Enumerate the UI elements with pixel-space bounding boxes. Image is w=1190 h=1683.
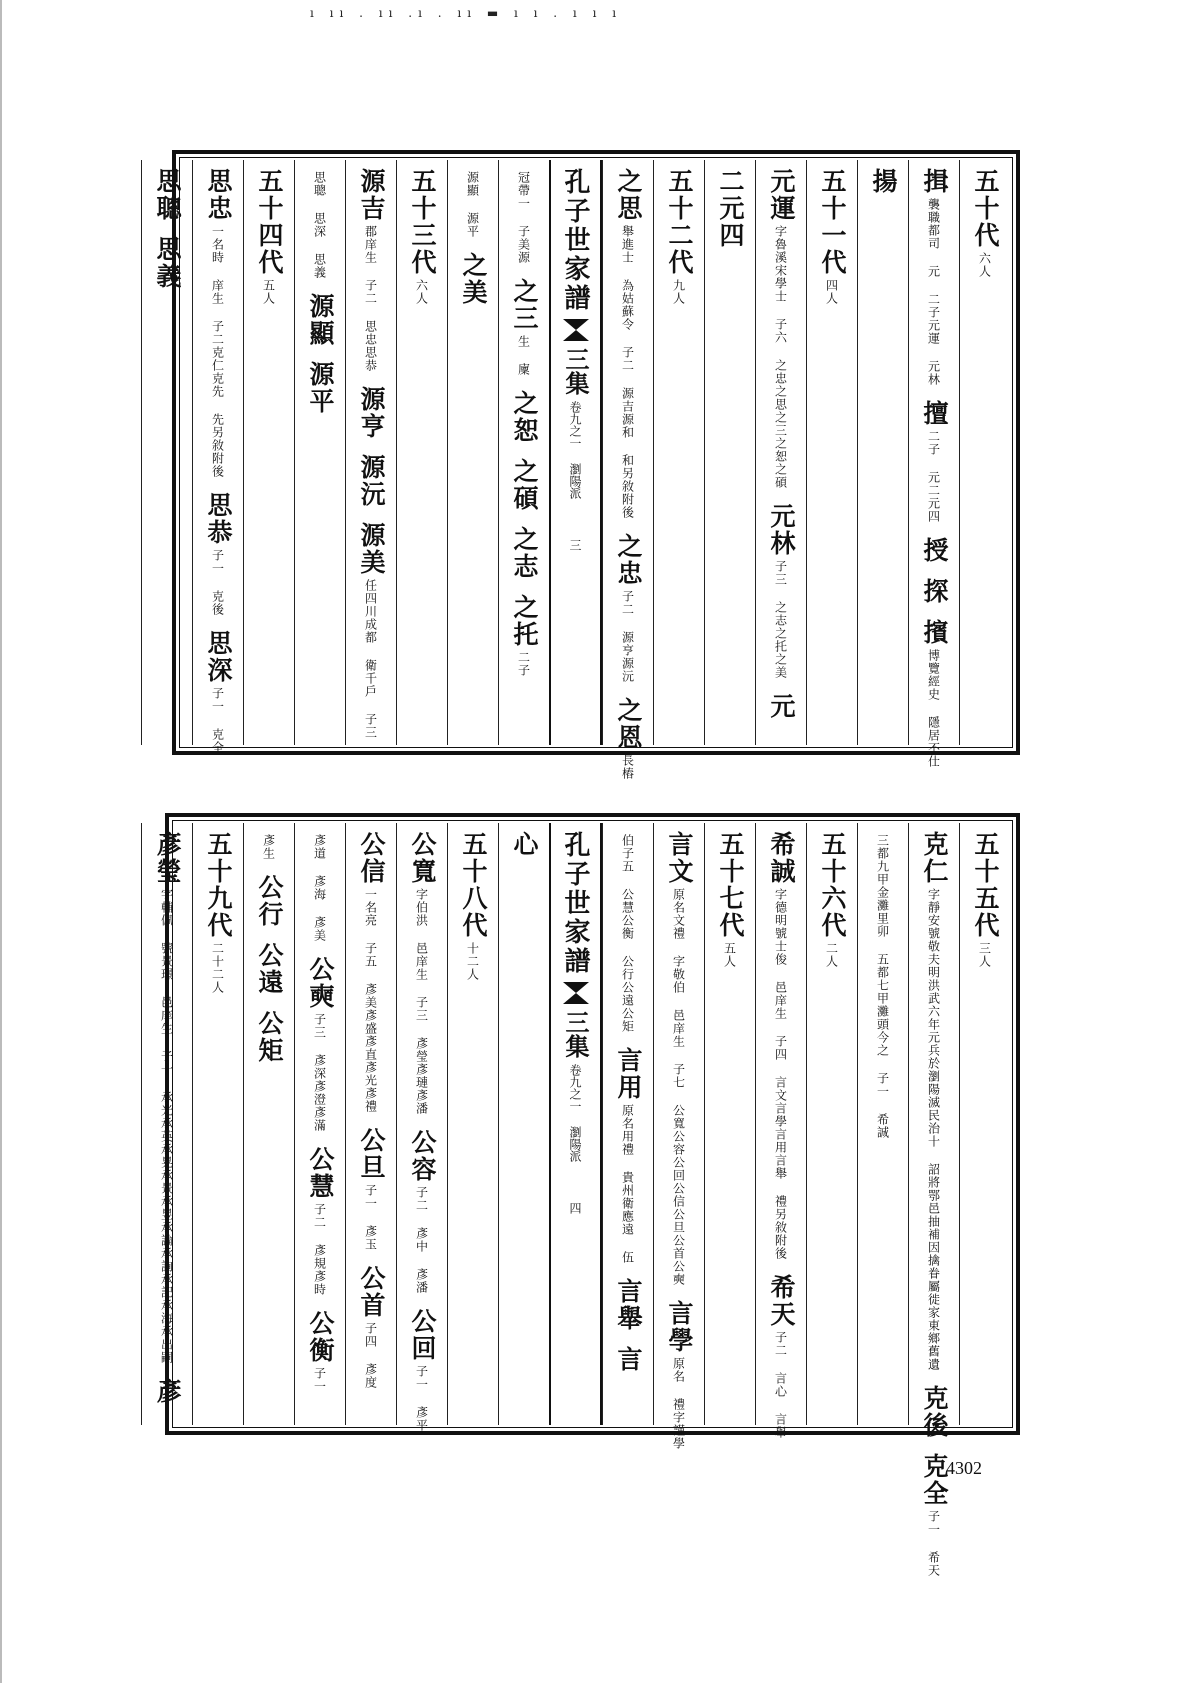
columns-top bbox=[153, 160, 1010, 780]
person-name: 克仁 bbox=[920, 831, 949, 885]
person-entry bbox=[353, 454, 389, 508]
person-name: 公容 bbox=[408, 1129, 437, 1183]
person-annotation: 字靜安號敬夫明洪武六年元兵於瀏陽滅民治十 詔將鄂邑抽補因擒眷屬徙家東鄉舊遺 bbox=[926, 888, 941, 1371]
person-entry bbox=[661, 831, 697, 1286]
person-entry bbox=[763, 168, 799, 489]
genealogy-column bbox=[908, 823, 959, 1577]
person-name: 言文 bbox=[665, 831, 694, 885]
generation-heading bbox=[967, 168, 1003, 278]
genealogy-column bbox=[653, 823, 704, 1450]
generation-count: 六人 bbox=[414, 279, 429, 305]
person-annotation: 彥生 bbox=[261, 834, 276, 860]
generation-count: 四人 bbox=[824, 279, 839, 305]
generation-heading bbox=[200, 831, 236, 994]
person-entry bbox=[916, 578, 952, 605]
person-annotation: 子三 彥深彥澄彥滿 bbox=[312, 1013, 327, 1132]
person-entry bbox=[302, 1146, 338, 1296]
generation-heading bbox=[661, 168, 697, 305]
person-entry bbox=[610, 1346, 646, 1373]
genealogy-column bbox=[192, 160, 243, 754]
generation-count: 二人 bbox=[824, 942, 839, 968]
person-name: 元運 bbox=[767, 168, 796, 222]
person-entry bbox=[506, 594, 542, 677]
person-entry bbox=[763, 693, 799, 720]
person-annotation: 原名 禮字謹學 bbox=[671, 1357, 686, 1450]
generation-count: 五人 bbox=[261, 279, 276, 305]
person-entry bbox=[763, 831, 799, 1260]
person-entry bbox=[312, 831, 329, 942]
person-name: 希天 bbox=[767, 1274, 796, 1328]
person-name: 公慧 bbox=[306, 1146, 335, 1200]
person-annotation: 二子 元二元四 bbox=[926, 430, 941, 523]
person-name: 之三 bbox=[510, 278, 539, 332]
person-entry bbox=[916, 831, 952, 1371]
person-entry bbox=[610, 533, 646, 683]
volume-label: 卷九之一 瀏陽派 bbox=[568, 401, 582, 499]
person-annotation: 子一 克後 bbox=[210, 549, 225, 616]
person-entry bbox=[610, 168, 646, 519]
person-annotation: 舉進士 為姑蘇令 子二 源吉源和 和另敘附後 bbox=[620, 225, 635, 519]
genealogy-column bbox=[447, 823, 498, 1425]
person-entry bbox=[251, 874, 287, 928]
person-name: 公奭 bbox=[306, 956, 335, 1010]
person-name: 公遠 bbox=[255, 942, 284, 996]
genealogy-column bbox=[294, 823, 345, 1425]
page-number: 4302 bbox=[946, 1458, 982, 1478]
person-entry bbox=[353, 1127, 389, 1251]
generation-heading bbox=[712, 831, 748, 968]
genealogy-column bbox=[602, 823, 653, 1425]
person-entry bbox=[610, 1047, 646, 1264]
genealogy-column bbox=[192, 823, 243, 1425]
person-entry bbox=[353, 1265, 389, 1389]
person-annotation: 源顯 源平 bbox=[465, 171, 480, 238]
person-name: 擯 bbox=[920, 619, 949, 646]
person-entry bbox=[465, 168, 482, 238]
person-entry bbox=[404, 1129, 440, 1294]
person-annotation: 二子 bbox=[516, 651, 531, 677]
person-entry bbox=[506, 831, 542, 858]
person-annotation: 思聰 思深 思義 bbox=[312, 171, 327, 279]
person-name: 之恕 bbox=[510, 390, 539, 444]
person-name: 之碩 bbox=[510, 458, 539, 512]
person-name: 思聰 bbox=[153, 168, 182, 222]
person-annotation: 彥道 彥海 彥美 bbox=[312, 834, 327, 942]
person-entry bbox=[200, 630, 236, 754]
generation-count: 五人 bbox=[722, 942, 737, 968]
person-entry bbox=[200, 168, 236, 478]
genealogy-column bbox=[141, 160, 192, 745]
person-name: 思恭 bbox=[204, 492, 233, 546]
person-name: 公回 bbox=[408, 1308, 437, 1362]
person-entry bbox=[610, 1278, 646, 1332]
person-entry bbox=[149, 236, 185, 290]
person-entry bbox=[149, 1378, 185, 1405]
person-entry bbox=[916, 400, 952, 523]
person-entry bbox=[916, 537, 952, 564]
generation-label: 五十代 bbox=[971, 168, 1000, 249]
person-name: 源亨 bbox=[357, 386, 386, 440]
generation-label: 五十六代 bbox=[818, 831, 847, 939]
person-entry bbox=[312, 168, 329, 279]
person-entry bbox=[763, 1274, 799, 1439]
generation-count: 二十二人 bbox=[210, 942, 225, 994]
person-annotation: 任四川成都 衛千戶 子三 bbox=[363, 579, 378, 739]
genealogy-column bbox=[857, 160, 908, 745]
genealogy-column bbox=[396, 823, 447, 1432]
person-entry bbox=[865, 168, 901, 195]
generation-label: 五十七代 bbox=[716, 831, 745, 939]
person-annotation: 子四 彥度 bbox=[363, 1322, 378, 1389]
person-entry bbox=[712, 168, 748, 249]
person-annotation: 字魯溪宋學士 子六 之忠之思之三之恕之碩 bbox=[773, 225, 788, 489]
genealogy-column bbox=[704, 160, 755, 745]
genealogy-column bbox=[498, 160, 549, 745]
generation-heading bbox=[814, 831, 850, 968]
person-annotation: 襲職都司 元 二子元運 元林 bbox=[926, 198, 941, 386]
person-name: 授 bbox=[920, 537, 949, 564]
generation-count: 九人 bbox=[671, 279, 686, 305]
person-name: 希誠 bbox=[767, 831, 796, 885]
person-entry bbox=[916, 168, 952, 386]
genealogy-column bbox=[959, 160, 1010, 745]
person-annotation: 郡庠生 子二 思忠思恭 bbox=[363, 225, 378, 372]
person-name: 克全 bbox=[920, 1453, 949, 1507]
center-title-column bbox=[549, 160, 602, 745]
person-entry bbox=[251, 942, 287, 996]
person-name: 之忠 bbox=[614, 533, 643, 587]
person-name: 元 bbox=[767, 693, 796, 720]
scan-edge bbox=[0, 0, 2, 1683]
generation-heading bbox=[251, 168, 287, 305]
genealogy-column bbox=[857, 823, 908, 1425]
person-name: 言 bbox=[614, 1346, 643, 1373]
person-entry bbox=[916, 619, 952, 768]
person-annotation: 子二 彥規彥時 bbox=[312, 1203, 327, 1296]
generation-count: 三人 bbox=[977, 942, 992, 968]
person-entry bbox=[200, 492, 236, 616]
genealogy-column bbox=[806, 823, 857, 1425]
person-name: 之美 bbox=[459, 252, 488, 306]
person-name: 擅 bbox=[920, 400, 949, 427]
genealogy-column bbox=[602, 160, 653, 780]
person-name: 思忠 bbox=[204, 168, 233, 222]
person-name: 言舉 bbox=[614, 1278, 643, 1332]
genealogy-column bbox=[806, 160, 857, 745]
generation-label: 五十二代 bbox=[665, 168, 694, 276]
person-annotation: 長樁 bbox=[620, 754, 635, 780]
folio-number: 三 bbox=[568, 539, 582, 551]
person-annotation: 原名用禮 貴州衛應遠 伍 bbox=[620, 1104, 635, 1264]
volume-label: 卷九之一 瀏陽派 bbox=[568, 1064, 582, 1162]
person-entry bbox=[353, 522, 389, 739]
person-name: 源平 bbox=[306, 361, 335, 415]
person-name: 公首 bbox=[357, 1265, 386, 1319]
generation-label: 五十五代 bbox=[971, 831, 1000, 939]
folio-number: 四 bbox=[568, 1202, 582, 1214]
person-entry bbox=[149, 168, 185, 222]
person-name: 公旦 bbox=[357, 1127, 386, 1181]
person-name: 揚 bbox=[869, 168, 898, 195]
person-annotation: 字伯洪 邑庠生 子三 彥瑩彥璉彥潘 bbox=[414, 888, 429, 1115]
person-annotation: 冠帶一 子美源 bbox=[516, 171, 531, 264]
person-name: 之思 bbox=[614, 168, 643, 222]
center-title-column bbox=[549, 823, 602, 1425]
person-entry bbox=[261, 831, 278, 860]
person-name: 彥 bbox=[153, 1378, 182, 1405]
person-name: 源顯 bbox=[306, 293, 335, 347]
person-annotation: 子二 彥中 彥潘 bbox=[414, 1186, 429, 1294]
person-annotation: 字德明號士俊 邑庠生 子四 言文言學言用言舉 禮另敘附後 bbox=[773, 888, 788, 1260]
genealogy-column bbox=[498, 823, 549, 1425]
fish-tail-mark-icon bbox=[563, 982, 589, 1004]
person-name: 之恩 bbox=[614, 697, 643, 751]
person-name: 二元四 bbox=[716, 168, 745, 249]
generation-heading bbox=[455, 831, 491, 981]
person-annotation: 子一 彥玉 bbox=[363, 1184, 378, 1251]
person-entry bbox=[506, 526, 542, 580]
generation-label: 五十三代 bbox=[408, 168, 437, 276]
genealogy-column bbox=[653, 160, 704, 745]
person-entry bbox=[610, 697, 646, 780]
person-annotation: 子二 源亨源沅 bbox=[620, 590, 635, 683]
person-entry bbox=[149, 831, 185, 1364]
person-entry bbox=[516, 168, 533, 264]
person-entry bbox=[875, 831, 892, 1139]
person-name: 元林 bbox=[767, 503, 796, 557]
person-annotation: 字輔佩 號景璟 邑庠生 子十 承光承英承晃承景承昱承論承詢承記承海承出嗣 bbox=[159, 888, 174, 1364]
person-annotation: 三都九甲金灘里卯 五都七甲灘頭今之 子一 希誠 bbox=[875, 834, 890, 1139]
person-name: 公矩 bbox=[255, 1010, 284, 1064]
generation-count: 十二人 bbox=[465, 942, 480, 981]
fish-tail-mark-icon bbox=[563, 319, 589, 341]
person-name: 源吉 bbox=[357, 168, 386, 222]
person-entry bbox=[506, 390, 542, 444]
person-annotation: 生 廩 bbox=[516, 335, 531, 376]
genealogy-column bbox=[243, 823, 294, 1425]
person-name: 源美 bbox=[357, 522, 386, 576]
genealogy-column bbox=[755, 160, 806, 745]
genealogy-column bbox=[243, 160, 294, 745]
person-annotation: 原名文禮 字敬伯 邑庠生 子七 公寬公容公回公信公旦公首公奭 bbox=[671, 888, 686, 1286]
person-entry bbox=[302, 956, 338, 1132]
person-entry bbox=[455, 252, 491, 306]
person-name: 之托 bbox=[510, 594, 539, 648]
generation-heading bbox=[814, 168, 850, 305]
person-entry bbox=[251, 1010, 287, 1064]
genealogy-column bbox=[294, 160, 345, 745]
genealogy-column bbox=[141, 823, 192, 1425]
generation-heading bbox=[404, 168, 440, 305]
genealogy-column bbox=[447, 160, 498, 745]
person-name: 言學 bbox=[665, 1300, 694, 1354]
generation-label: 五十四代 bbox=[255, 168, 284, 276]
person-annotation: 子一 bbox=[312, 1367, 327, 1393]
series-label: 三集 bbox=[561, 1010, 590, 1058]
person-entry bbox=[404, 1308, 440, 1432]
genealogy-column bbox=[908, 160, 959, 768]
person-name: 思深 bbox=[204, 630, 233, 684]
generation-label: 五十一代 bbox=[818, 168, 847, 276]
person-entry bbox=[506, 278, 542, 376]
person-annotation: 伯子五 公慧公衡 公行公遠公矩 bbox=[620, 834, 635, 1033]
person-name: 公寬 bbox=[408, 831, 437, 885]
person-annotation: 子二 言心 言舉 bbox=[773, 1331, 788, 1439]
person-name: 公行 bbox=[255, 874, 284, 928]
person-name: 之志 bbox=[510, 526, 539, 580]
person-annotation: 一名時 庠生 子二克仁克先 先另敘附後 bbox=[210, 225, 225, 478]
person-annotation: 博覽經史 隱居不仕 bbox=[926, 649, 941, 768]
genealogy-column bbox=[396, 160, 447, 745]
top-binding-marks: ı ıı . ıı .ı . ıı ▬ ı ı . ı ı ı bbox=[310, 6, 623, 20]
book-title: 孔子世家譜 bbox=[560, 831, 590, 976]
generation-count: 六人 bbox=[977, 252, 992, 278]
person-name: 言用 bbox=[614, 1047, 643, 1101]
person-entry bbox=[620, 831, 637, 1033]
genealogy-column bbox=[704, 823, 755, 1425]
person-entry bbox=[763, 503, 799, 679]
person-entry bbox=[661, 1300, 697, 1450]
person-annotation: 子一 彥平 bbox=[414, 1365, 429, 1432]
person-name: 彥瑩 bbox=[153, 831, 182, 885]
person-name: 思義 bbox=[153, 236, 182, 290]
person-entry bbox=[353, 831, 389, 1113]
person-entry bbox=[404, 831, 440, 1115]
person-name: 公衡 bbox=[306, 1310, 335, 1364]
person-name: 探 bbox=[920, 578, 949, 605]
person-entry bbox=[302, 1310, 338, 1393]
person-entry bbox=[916, 1385, 952, 1439]
genealogy-column bbox=[345, 823, 396, 1425]
person-annotation: 一名亮 子五 彥美彥盛彥直彥光彥禮 bbox=[363, 888, 378, 1113]
person-entry bbox=[353, 386, 389, 440]
person-entry bbox=[302, 361, 338, 415]
person-name: 揖 bbox=[920, 168, 949, 195]
person-entry bbox=[506, 458, 542, 512]
generation-heading bbox=[967, 831, 1003, 968]
person-annotation: 子一 希天 bbox=[926, 1510, 941, 1577]
genealogy-column bbox=[345, 160, 396, 745]
series-label: 三集 bbox=[561, 347, 590, 395]
person-entry bbox=[302, 293, 338, 347]
person-entry bbox=[353, 168, 389, 372]
person-name: 源沅 bbox=[357, 454, 386, 508]
generation-label: 五十八代 bbox=[459, 831, 488, 939]
person-annotation: 子一 克全 bbox=[210, 687, 225, 754]
genealogy-column bbox=[755, 823, 806, 1439]
person-name: 克後 bbox=[920, 1385, 949, 1439]
genealogy-column bbox=[959, 823, 1010, 1425]
generation-label: 五十九代 bbox=[204, 831, 233, 939]
book-title: 孔子世家譜 bbox=[560, 168, 590, 313]
person-name: 公信 bbox=[357, 831, 386, 885]
person-annotation: 子三 之志之托之美 bbox=[773, 560, 788, 679]
person-name: 心 bbox=[510, 831, 539, 858]
genealogy-panel-top bbox=[153, 150, 1020, 780]
